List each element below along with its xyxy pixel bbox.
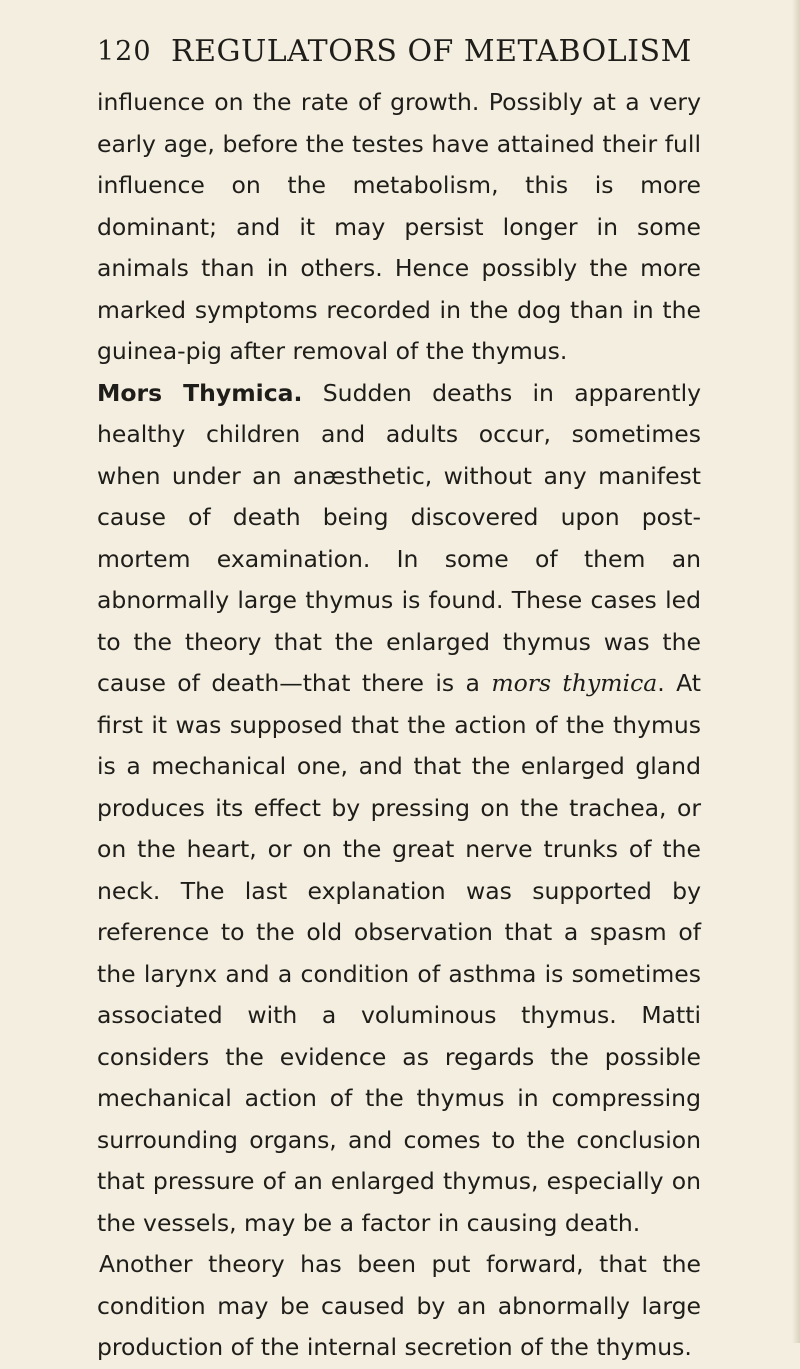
running-title: REGULATORS OF METABOLISM xyxy=(171,34,692,69)
paragraph-text: influence on the rate of growth. Possibly at a very early age, before the testes have attained their full influence on the metabolism, this is more dominant; and it may persist longer in some animals than in others. Hence possibly the more marked symptoms recorded in the dog than in the guinea-pig after removal of the thymus. xyxy=(97,88,701,365)
paragraph-another-theory xyxy=(97,1244,701,1369)
section-side-heading: Mors Thymica. xyxy=(97,378,303,407)
paragraph-mors-thymica xyxy=(97,373,701,1245)
paragraph-growth-influence xyxy=(97,82,701,373)
italic-term: mors thymica xyxy=(491,669,658,697)
page-number: 120 xyxy=(97,36,152,67)
running-head xyxy=(97,30,697,74)
paragraph-text-after-italic: . At first it was supposed that the action of the thymus is a mechanical one, and that the enlarged gland produces its effect by pressing on the trachea, or on the heart, or on the great nerve trunks of the neck. The last explanation was supported by reference to the old observation that a spasm of the larynx and a condition of asthma is sometimes associated with a voluminous thymus. Matti considers the evidence as regards the possible mechanical action of the thymus in compressing surrounding organs, and comes to the conclusion that pressure of an enlarged thymus, especially on the vessels, may be a factor in causing death. xyxy=(97,669,701,1237)
paragraph-text-before-italic: Sudden deaths in apparently healthy children and adults occur, sometimes when under an anæsthetic, without any manifest cause of death being discovered upon post-mortem examination. In some of them an abnormally large thymus is found. These cases led to the theory that the enlarged thymus was the cause of death—that there is a xyxy=(97,378,702,697)
body-text xyxy=(97,82,701,1369)
paragraph-text: Another theory has been put forward, that the condition may be caused by an abnormally large production of the internal secretion of the thymus. xyxy=(97,1250,701,1361)
page-edge-shadow xyxy=(792,0,800,1343)
